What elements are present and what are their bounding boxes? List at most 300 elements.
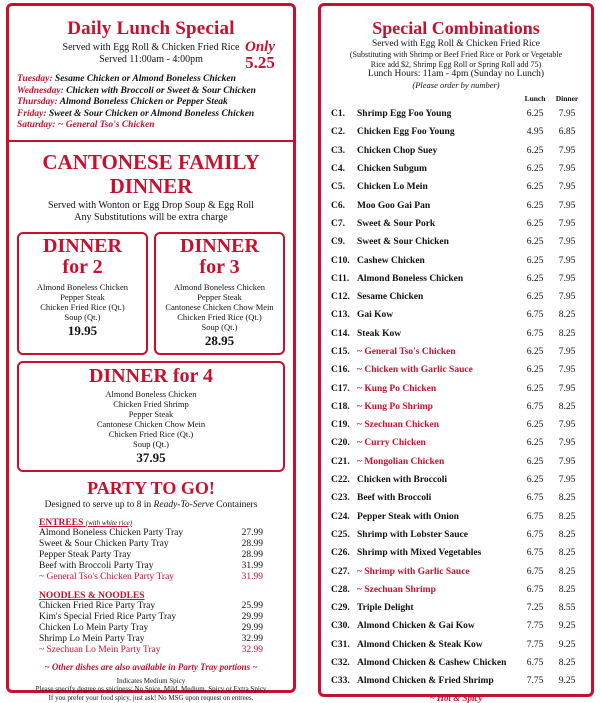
combo-dinner-price: 7.95 xyxy=(558,438,576,449)
cantonese-title-line2: DINNER xyxy=(109,173,193,198)
lunch-day-row xyxy=(17,109,285,121)
combo-row xyxy=(329,617,583,635)
combo-name xyxy=(353,384,519,394)
combo-row xyxy=(329,416,583,434)
combo-name xyxy=(353,347,519,357)
tray-name: Chicken Fried Rice Party Tray xyxy=(39,600,156,611)
combo-lunch-price: 6.75 xyxy=(526,658,544,669)
cantonese-sub-line1: Served with Wonton or Egg Drop Soup & Egg Roll xyxy=(48,199,254,211)
cantonese-title-line1: CANTONESE FAMILY xyxy=(42,149,260,174)
combo-code: C10. xyxy=(331,255,350,266)
combo-row xyxy=(329,599,583,617)
combo-row xyxy=(329,142,583,160)
combo-dinner-price: 7.95 xyxy=(558,109,576,120)
combo-lunch-price: 6.25 xyxy=(526,292,544,303)
combo-row xyxy=(329,544,583,562)
dinner-for-3-items xyxy=(159,282,280,332)
dinner-item: Almond Boneless Chicken xyxy=(173,281,266,292)
spicy-marker-icon: ~ xyxy=(357,584,365,595)
tray-name: Shrimp Lo Mein Party Tray xyxy=(39,633,145,644)
combo-name-text: Almond Chicken & Fried Shrimp xyxy=(357,676,494,687)
combo-row xyxy=(329,251,583,269)
dinner-for-4-items xyxy=(22,389,280,449)
lunch-day-row xyxy=(17,86,285,98)
combo-name-text: Triple Delight xyxy=(357,603,414,614)
tray-price: 25.99 xyxy=(241,600,263,611)
combo-lunch-price: 6.25 xyxy=(526,218,544,229)
combo-name xyxy=(353,438,519,448)
combo-name xyxy=(353,640,519,650)
tray-price: 29.99 xyxy=(241,622,263,633)
lunch-day-row xyxy=(17,120,285,132)
combo-name-text: Chicken with Broccoli xyxy=(357,475,448,486)
combo-dinner-price: 8.55 xyxy=(558,603,576,614)
dinner-for-2-items xyxy=(22,282,143,322)
combo-code: C20. xyxy=(331,438,350,449)
combo-name xyxy=(353,402,519,412)
combo-name-text: Chicken Subgum xyxy=(357,164,427,175)
combo-dinner-price: 8.25 xyxy=(558,658,576,669)
combo-name-text: Shrimp with Garlic Sauce xyxy=(364,566,470,577)
dinner-for-4-price: 37.95 xyxy=(136,449,166,465)
tray-name: Almond Boneless Chicken Party Tray xyxy=(39,527,184,538)
cantonese-title xyxy=(17,150,285,198)
combo-row xyxy=(329,343,583,361)
combo-name-text: Kung Po Shrimp xyxy=(364,401,433,412)
entrees-section xyxy=(17,518,285,583)
dinner-item: Cantonese Chicken Chow Mein xyxy=(96,418,206,429)
combo-code: C14. xyxy=(331,328,350,339)
combo-name xyxy=(353,146,519,156)
lunch-day-row xyxy=(17,97,285,109)
dinner-for-4-box xyxy=(17,361,285,472)
party-tray-row xyxy=(39,561,263,572)
combo-code: C29. xyxy=(331,603,350,614)
tray-name: Chicken Lo Mein Party Tray xyxy=(39,622,149,633)
combo-code: C2. xyxy=(331,127,345,138)
spicy-marker-icon: ~ xyxy=(357,420,365,431)
party-sub-prefix: Designed to serve up to 8 in xyxy=(44,499,154,510)
combo-dinner-price: 8.25 xyxy=(558,566,576,577)
combo-name-text: Pepper Steak with Onion xyxy=(357,511,459,522)
combo-name xyxy=(353,457,519,467)
party-tray-row xyxy=(39,550,263,561)
combo-code: C4. xyxy=(331,164,345,175)
combo-code: C26. xyxy=(331,548,350,559)
section-divider xyxy=(9,140,293,142)
day-label: Friday: xyxy=(17,108,47,119)
combos-subst-line1: (Substituting with Shrimp or Beef Fried Rice or Pork or Vegetable xyxy=(349,50,563,59)
combo-code: C15. xyxy=(331,347,350,357)
combo-dinner-price: 7.95 xyxy=(558,164,576,175)
combo-dinner-price: 7.95 xyxy=(558,383,576,394)
combo-row xyxy=(329,160,583,178)
combo-code: C9. xyxy=(331,237,345,248)
combo-code: C19. xyxy=(331,420,350,431)
combo-name xyxy=(353,603,519,613)
day-items: Chicken with Broccoli or Sweet & Sour Chicken xyxy=(66,85,256,96)
combo-code: C33. xyxy=(331,676,350,687)
combo-code: C22. xyxy=(331,475,350,486)
combo-name xyxy=(353,256,519,266)
lunch-day-row xyxy=(17,74,285,86)
combo-name xyxy=(353,585,519,595)
dinner-title-line2: for 2 xyxy=(62,255,103,278)
combo-dinner-price: 8.25 xyxy=(558,584,576,595)
dinner-title-line2: for 3 xyxy=(199,255,240,278)
combo-dinner-price: 9.25 xyxy=(558,676,576,687)
noodles-section xyxy=(17,591,285,656)
combo-name-text: Chicken Egg Foo Young xyxy=(357,127,455,138)
combos-hours: Lunch Hours: 11am - 4pm (Sunday no Lunch) xyxy=(367,69,545,79)
combo-lunch-price: 6.75 xyxy=(526,566,544,577)
combo-row xyxy=(329,361,583,379)
spicy-marker-icon: ~ xyxy=(357,347,365,357)
legend-line2: Please specify degree os spiciness: No Spice, Mild, Medium, Spicy or Extra Spicy xyxy=(35,685,267,693)
combo-row xyxy=(329,288,583,306)
combo-name xyxy=(353,420,519,430)
combo-row xyxy=(329,526,583,544)
combo-dinner-price: 8.25 xyxy=(558,493,576,504)
price-column-headers xyxy=(329,94,583,103)
combo-lunch-price: 6.75 xyxy=(526,548,544,559)
combo-row xyxy=(329,196,583,214)
combo-dinner-price: 7.95 xyxy=(558,273,576,284)
spicy-marker-icon: ~ xyxy=(357,383,365,394)
combo-row xyxy=(329,489,583,507)
dinner-for-3-box xyxy=(154,232,285,355)
combo-dinner-price: 7.95 xyxy=(558,200,576,211)
dinner-for-3-price: 28.95 xyxy=(204,332,235,348)
combo-row xyxy=(329,453,583,471)
combo-dinner-price: 9.25 xyxy=(558,639,576,650)
combo-name xyxy=(353,109,519,119)
right-menu-panel xyxy=(318,3,594,703)
combo-name xyxy=(353,274,519,284)
combo-row xyxy=(329,398,583,416)
combo-row xyxy=(329,233,583,251)
day-items: Sweet & Sour Chicken or Almond Boneless Chicken xyxy=(48,108,255,119)
dinner-box-row xyxy=(17,232,285,355)
only-price: 5.25 xyxy=(245,53,275,72)
combo-lunch-price: 6.75 xyxy=(526,493,544,504)
combo-dinner-price: 7.95 xyxy=(558,237,576,248)
combo-name xyxy=(353,567,519,577)
noodles-head: NOODLES & NOODLES xyxy=(39,590,145,601)
party-tray-row xyxy=(39,623,263,634)
dinner-item: Soup (Qt.) xyxy=(201,321,238,332)
combo-row xyxy=(329,306,583,324)
combo-row xyxy=(329,654,583,672)
dinner-item: Almond Boneless Chicken xyxy=(105,388,197,399)
party-tray-row xyxy=(39,612,263,623)
combo-lunch-price: 6.25 xyxy=(526,365,544,376)
combo-name-text: Sesame Chicken xyxy=(357,292,424,303)
combo-name xyxy=(353,329,519,339)
combo-lunch-price: 7.75 xyxy=(526,676,544,687)
spicy-legend xyxy=(17,677,285,703)
combo-lunch-price: 6.75 xyxy=(526,529,544,540)
cantonese-sub-line2: Any Substitutions will be extra charge xyxy=(74,211,228,223)
combo-code: C32. xyxy=(331,658,350,669)
party-note: ~ Other dishes are also available in Party Tray portions ~ xyxy=(44,661,258,672)
tray-name: ~ Szechuan Lo Mein Party Tray xyxy=(39,644,161,655)
combo-name xyxy=(353,310,519,320)
combo-name xyxy=(353,182,519,192)
combo-name-text: Chicken with Garlic Sauce xyxy=(364,365,473,376)
combo-code: C24. xyxy=(331,511,350,522)
combo-name-text: Szechuan Shrimp xyxy=(364,584,436,595)
lunch-day-list xyxy=(17,74,285,132)
combo-name xyxy=(353,475,519,485)
combo-lunch-price: 7.25 xyxy=(526,603,544,614)
cantonese-sub xyxy=(17,200,285,224)
hot-spicy-legend: ~ Hot & Spicy xyxy=(429,692,483,703)
dinner-item: Pepper Steak xyxy=(60,291,105,302)
combo-code: C3. xyxy=(331,145,345,156)
spicy-marker-icon: ~ xyxy=(357,401,365,412)
combo-lunch-price: 6.75 xyxy=(526,310,544,321)
combo-row xyxy=(329,672,583,690)
combo-dinner-price: 7.95 xyxy=(558,255,576,266)
combo-row xyxy=(329,379,583,397)
combo-name-text: Mongolian Chicken xyxy=(364,456,445,467)
combo-code: C12. xyxy=(331,292,350,303)
dinner-item: Almond Boneless Chicken xyxy=(36,281,129,292)
combo-name xyxy=(353,548,519,558)
combinations-title: Special Combinations xyxy=(372,18,540,38)
dinner-for-2-price: 19.95 xyxy=(67,322,98,338)
dinner-for-2-title xyxy=(22,236,143,278)
tray-price: 27.99 xyxy=(241,527,263,538)
combo-name xyxy=(353,658,519,668)
entrees-note: (with white rice) xyxy=(85,518,133,527)
day-label: Wednesday: xyxy=(17,85,64,96)
tray-price: 28.99 xyxy=(241,538,263,549)
entrees-head-label: ENTREES xyxy=(39,517,84,528)
tray-price: 32.99 xyxy=(241,644,263,655)
combo-dinner-price: 7.95 xyxy=(558,292,576,303)
party-tray-row xyxy=(39,634,263,645)
dinner-item: Chicken Fried Rice (Qt.) xyxy=(40,301,125,312)
tray-name: Pepper Steak Party Tray xyxy=(39,549,132,560)
combo-name-text: Szechuan Chicken xyxy=(364,420,440,431)
combo-code: C17. xyxy=(331,383,350,394)
day-label: Thursday: xyxy=(17,97,58,107)
party-sub-italic: Ready-To-Serve xyxy=(153,499,214,510)
combo-name-text: Moo Goo Gai Pan xyxy=(357,200,431,211)
combo-dinner-price: 7.95 xyxy=(558,347,576,357)
combo-code: C13. xyxy=(331,310,350,321)
combo-name xyxy=(353,621,519,631)
legend-line3: If you prefer your food spicy, just ask! No MSG upon request on entrees. xyxy=(48,693,254,702)
combo-name xyxy=(353,676,519,686)
combo-row xyxy=(329,581,583,599)
combo-code: C21. xyxy=(331,456,350,467)
combo-lunch-price: 7.75 xyxy=(526,639,544,650)
combo-lunch-price: 6.25 xyxy=(526,200,544,211)
party-sub-suffix: Containers xyxy=(213,499,258,510)
combo-lunch-price: 6.25 xyxy=(526,164,544,175)
lunch-hours: Served 11:00am - 4:00pm xyxy=(99,54,203,65)
dinner-title-line1: DINNER xyxy=(43,234,122,257)
combo-name-text: Shrimp with Lobster Sauce xyxy=(357,529,468,540)
entrees-head xyxy=(39,518,263,528)
combo-lunch-price: 6.25 xyxy=(526,109,544,120)
combo-name xyxy=(353,127,519,137)
combo-code: C1. xyxy=(331,109,345,120)
combo-name-text: General Tso's Chicken xyxy=(364,347,456,357)
combo-lunch-price: 6.25 xyxy=(526,347,544,357)
tray-name: Beef with Broccoli Party Tray xyxy=(39,560,154,571)
combo-name-text: Shrimp with Mixed Vegetables xyxy=(357,548,482,559)
tray-name: Sweet & Sour Chicken Party Tray xyxy=(39,538,169,549)
only-label: Only xyxy=(245,39,275,55)
party-to-go-title: PARTY TO GO! xyxy=(87,477,215,498)
tray-name: Kim's Special Fried Rice Party Tray xyxy=(39,611,177,622)
combo-lunch-price: 6.25 xyxy=(526,420,544,431)
combo-lunch-price: 6.25 xyxy=(526,456,544,467)
combo-code: C11. xyxy=(331,273,350,284)
combination-list xyxy=(329,105,583,691)
day-label: Tuesday: xyxy=(17,74,53,84)
dinner-for-2-box xyxy=(17,232,148,355)
combo-name-text: Chicken Lo Mein xyxy=(357,182,428,193)
combo-name-text: Sweet & Sour Pork xyxy=(357,218,436,229)
combo-name-text: Chicken Chop Suey xyxy=(357,145,438,156)
combo-name-text: Almond Boneless Chicken xyxy=(357,273,464,284)
tray-price: 32.99 xyxy=(241,633,263,644)
combo-dinner-price: 7.95 xyxy=(558,420,576,431)
combo-row xyxy=(329,434,583,452)
combo-lunch-price: 6.25 xyxy=(526,145,544,156)
day-items: ~ General Tso's Chicken xyxy=(57,120,155,130)
combo-name xyxy=(353,512,519,522)
combo-name xyxy=(353,219,519,229)
combo-row xyxy=(329,270,583,288)
combo-row xyxy=(329,178,583,196)
dinner-item: Chicken Fried Rice (Qt.) xyxy=(108,428,194,439)
combo-row xyxy=(329,562,583,580)
combo-dinner-price: 7.95 xyxy=(558,365,576,376)
party-tray-row xyxy=(39,572,263,583)
spicy-marker-icon: ~ xyxy=(357,456,365,467)
combo-name-text: Almond Chicken & Cashew Chicken xyxy=(357,658,507,669)
combo-lunch-price: 6.75 xyxy=(526,401,544,412)
combo-dinner-price: 8.25 xyxy=(558,328,576,339)
tray-name: ~ General Tso's Chicken Party Tray xyxy=(39,571,175,582)
spicy-marker-icon: ~ xyxy=(357,566,365,577)
spicy-marker-icon: ~ xyxy=(357,438,365,449)
combo-code: C16. xyxy=(331,365,350,376)
combo-code: C18. xyxy=(331,401,350,412)
tray-price: 29.99 xyxy=(241,611,263,622)
party-tray-row xyxy=(39,539,263,550)
combo-lunch-price: 6.25 xyxy=(526,273,544,284)
combo-name-text: Almond Chicken & Steak Kow xyxy=(357,639,483,650)
combo-dinner-price: 6.85 xyxy=(558,127,576,138)
dinner-title-line1: DINNER xyxy=(180,234,259,257)
dinner-item: Soup (Qt.) xyxy=(133,438,169,449)
tray-price: 28.99 xyxy=(241,549,263,560)
only-price-badge xyxy=(245,40,275,70)
combo-dinner-price: 8.25 xyxy=(558,511,576,522)
combo-code: C5. xyxy=(331,182,345,193)
dinner-item: Cantonese Chicken Chow Mein xyxy=(165,301,274,312)
lunch-special-title: Daily Lunch Special xyxy=(67,18,235,39)
combo-dinner-price: 8.25 xyxy=(558,548,576,559)
combo-name xyxy=(353,292,519,302)
dinner-item: Chicken Fried Rice (Qt.) xyxy=(177,311,262,322)
combo-name xyxy=(353,201,519,211)
combo-row xyxy=(329,105,583,123)
legend-line1: Indicates Medium Spicy xyxy=(116,676,186,685)
combo-row xyxy=(329,471,583,489)
combo-lunch-price: 7.75 xyxy=(526,621,544,632)
combo-name-text: Sweet & Sour Chicken xyxy=(357,237,449,248)
combo-code: C30. xyxy=(331,621,350,632)
combos-served-line: Served with Egg Roll & Chicken Fried Rice xyxy=(371,39,541,49)
combo-lunch-price: 6.75 xyxy=(526,584,544,595)
combo-lunch-price: 4.95 xyxy=(526,127,544,138)
day-items: Almond Boneless Chicken or Pepper Steak xyxy=(59,97,228,107)
combo-row xyxy=(329,325,583,343)
combo-code: C6. xyxy=(331,200,345,211)
left-menu-panel xyxy=(6,3,296,702)
tray-price: 31.99 xyxy=(241,560,263,571)
combo-dinner-price: 7.95 xyxy=(558,218,576,229)
combo-dinner-price: 7.95 xyxy=(558,475,576,486)
party-tray-row xyxy=(39,645,263,656)
combo-code: C25. xyxy=(331,529,350,540)
combo-name-text: Cashew Chicken xyxy=(357,255,425,266)
tray-price: 31.99 xyxy=(241,571,263,582)
combo-dinner-price: 8.25 xyxy=(558,401,576,412)
combo-code: C27. xyxy=(331,566,350,577)
lunch-column-head: Lunch xyxy=(524,94,546,103)
day-items: Sesame Chicken or Almond Boneless Chicken xyxy=(54,74,236,84)
dinner-item: Pepper Steak xyxy=(128,408,174,419)
combo-lunch-price: 6.75 xyxy=(526,511,544,522)
party-sub xyxy=(17,500,285,510)
combo-name-text: Almond Chicken & Gai Kow xyxy=(357,621,475,632)
combo-name xyxy=(353,365,519,375)
combo-lunch-price: 6.25 xyxy=(526,255,544,266)
dinner-item: Soup (Qt.) xyxy=(64,311,101,322)
combos-subst-line2: Rice add $2, Shrimp Egg Roll or Spring Roll add 75) xyxy=(370,59,542,69)
combo-code: C31. xyxy=(331,639,350,650)
combo-dinner-price: 7.95 xyxy=(558,145,576,156)
day-label: Saturday: xyxy=(17,120,56,130)
party-tray-row xyxy=(39,528,263,539)
combo-name xyxy=(353,237,519,247)
combo-dinner-price: 8.25 xyxy=(558,310,576,321)
combo-code: C23. xyxy=(331,493,350,504)
combo-row xyxy=(329,636,583,654)
combo-lunch-price: 6.25 xyxy=(526,438,544,449)
dinner-item: Pepper Steak xyxy=(197,291,242,302)
combo-dinner-price: 7.95 xyxy=(558,456,576,467)
combo-dinner-price: 9.25 xyxy=(558,621,576,632)
dinner-column-head: Dinner xyxy=(555,94,579,103)
combo-name-text: Curry Chicken xyxy=(364,438,426,449)
combo-lunch-price: 6.75 xyxy=(526,328,544,339)
combo-row xyxy=(329,508,583,526)
combo-lunch-price: 6.25 xyxy=(526,383,544,394)
combo-name-text: Kung Po Chicken xyxy=(364,383,437,394)
combos-order-note: (Please order by number) xyxy=(412,80,500,90)
dinner-item: Chicken Fried Shrimp xyxy=(113,398,189,409)
